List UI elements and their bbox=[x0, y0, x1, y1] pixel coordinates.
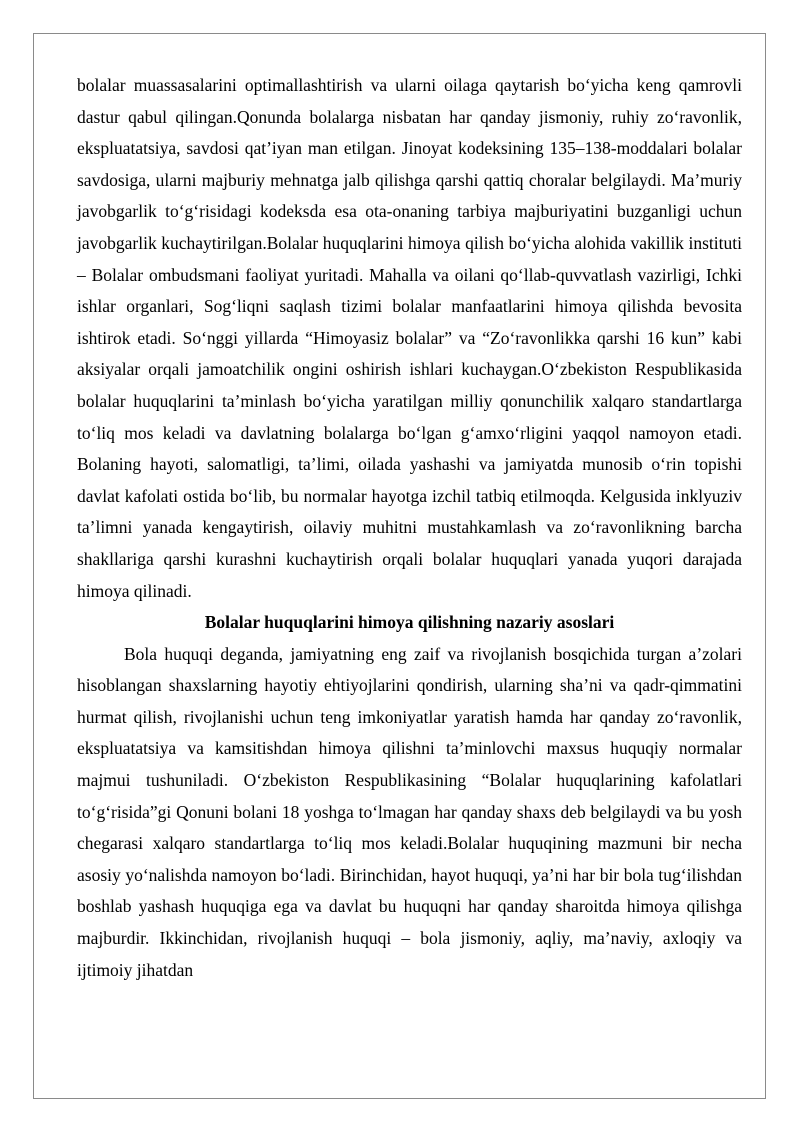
body-paragraph-2: Bola huquqi deganda, jamiyatning eng zaif va rivojlanish bosqichida turgan a’zolari hisoblangan shaxslarning hayotiy ehtiyojlarini qondirish, ularning sha’ni va qadr-qimmatini hurmat qilish, rivojlanishi uchun teng imkoniyatlar yaratish hamda har qanday zo‘ravonlik, ekspluatatsiya va kamsitishdan himoya qilishni ta’minlovchi maxsus huquqiy normalar majmui tushuniladi. O‘zbekiston Respublikasining “Bolalar huquqlarining kafolatlari to‘g‘risida”gi Qonuni bolani 18 yoshga to‘lmagan har qanday shaxs deb belgilaydi va bu yosh chegarasi xalqaro standartlarga to‘liq mos keladi.Bolalar huquqining mazmuni bir necha asosiy yo‘nalishda namoyon bo‘ladi. Birinchidan, hayot huquqi, ya’ni har bir bola tug‘ilishdan boshlab yashash huquqiga ega va davlat bu huquqni har qanday sharoitda himoya qilishga majburdir. Ikkinchidan, rivojlanish huquqi – bola jismoniy, aqliy, ma’naviy, axloqiy va ijtimoiy jihatdan bbox=[77, 643, 742, 980]
body-paragraph-1: bolalar muassasalarini optimallashtirish va ularni oilaga qaytarish bo‘yicha keng qamrovli dastur qabul qilingan.Qonunda bolalarga nisbatan har qanday jismoniy, ruhiy zo‘ravonlik, ekspluatatsiya, savdosi qat’iyan man etilgan. Jinoyat kodeksining 135–138-moddalari bolalar savdosiga, ularni majburiy mehnatga jalb qilishga qarshi qattiq choralar belgilaydi. Ma’muriy javobgarlik to‘g‘risidagi kodeksda esa ota-onaning tarbiya majburiyatini buzganligi uchun javobgarlik kuchaytirilgan.Bolalar huquqlarini himoya qilish bo‘yicha alohida vakillik instituti – Bolalar ombudsmani faoliyat yuritadi. Mahalla va oilani qo‘llab-quvvatlash vazirligi, Ichki ishlar organlari, Sog‘liqni saqlash tizimi bolalar manfaatlarini himoya qilishda bevosita ishtirok etadi. So‘nggi yillarda “Himoyasiz bolalar” va “Zo‘ravonlikka qarshi 16 kun” kabi aksiyalar orqali jamoatchilik ongini oshirish ishlari kuchaygan.O‘zbekiston Respublikasida bolalar huquqlarini ta’minlash bo‘yicha yaratilgan milliy qonunchilik xalqaro standartlarga to‘liq mos keladi va davlatning bolalarga bo‘lgan g‘amxo‘rligini yaqqol namoyon etadi. Bolaning hayoti, salomatligi, ta’limi, oilada yashashi va jamiyatda munosib o‘rin topishi davlat kafolati ostida bo‘lib, bu normalar hayotga izchil tatbiq etilmoqda. Kelgusida inklyuziv ta’limni yanada kengaytirish, oilaviy muhitni mustahkamlash va zo‘ravonlikning barcha shakllariga qarshi kurashni kuchaytirish orqali bolalar huquqlari yanada yuqori darajada himoya qilinadi. bbox=[77, 75, 742, 601]
document-body bbox=[77, 70, 742, 986]
section-heading: Bolalar huquqlarini himoya qilishning nazariy asoslari bbox=[204, 612, 615, 633]
